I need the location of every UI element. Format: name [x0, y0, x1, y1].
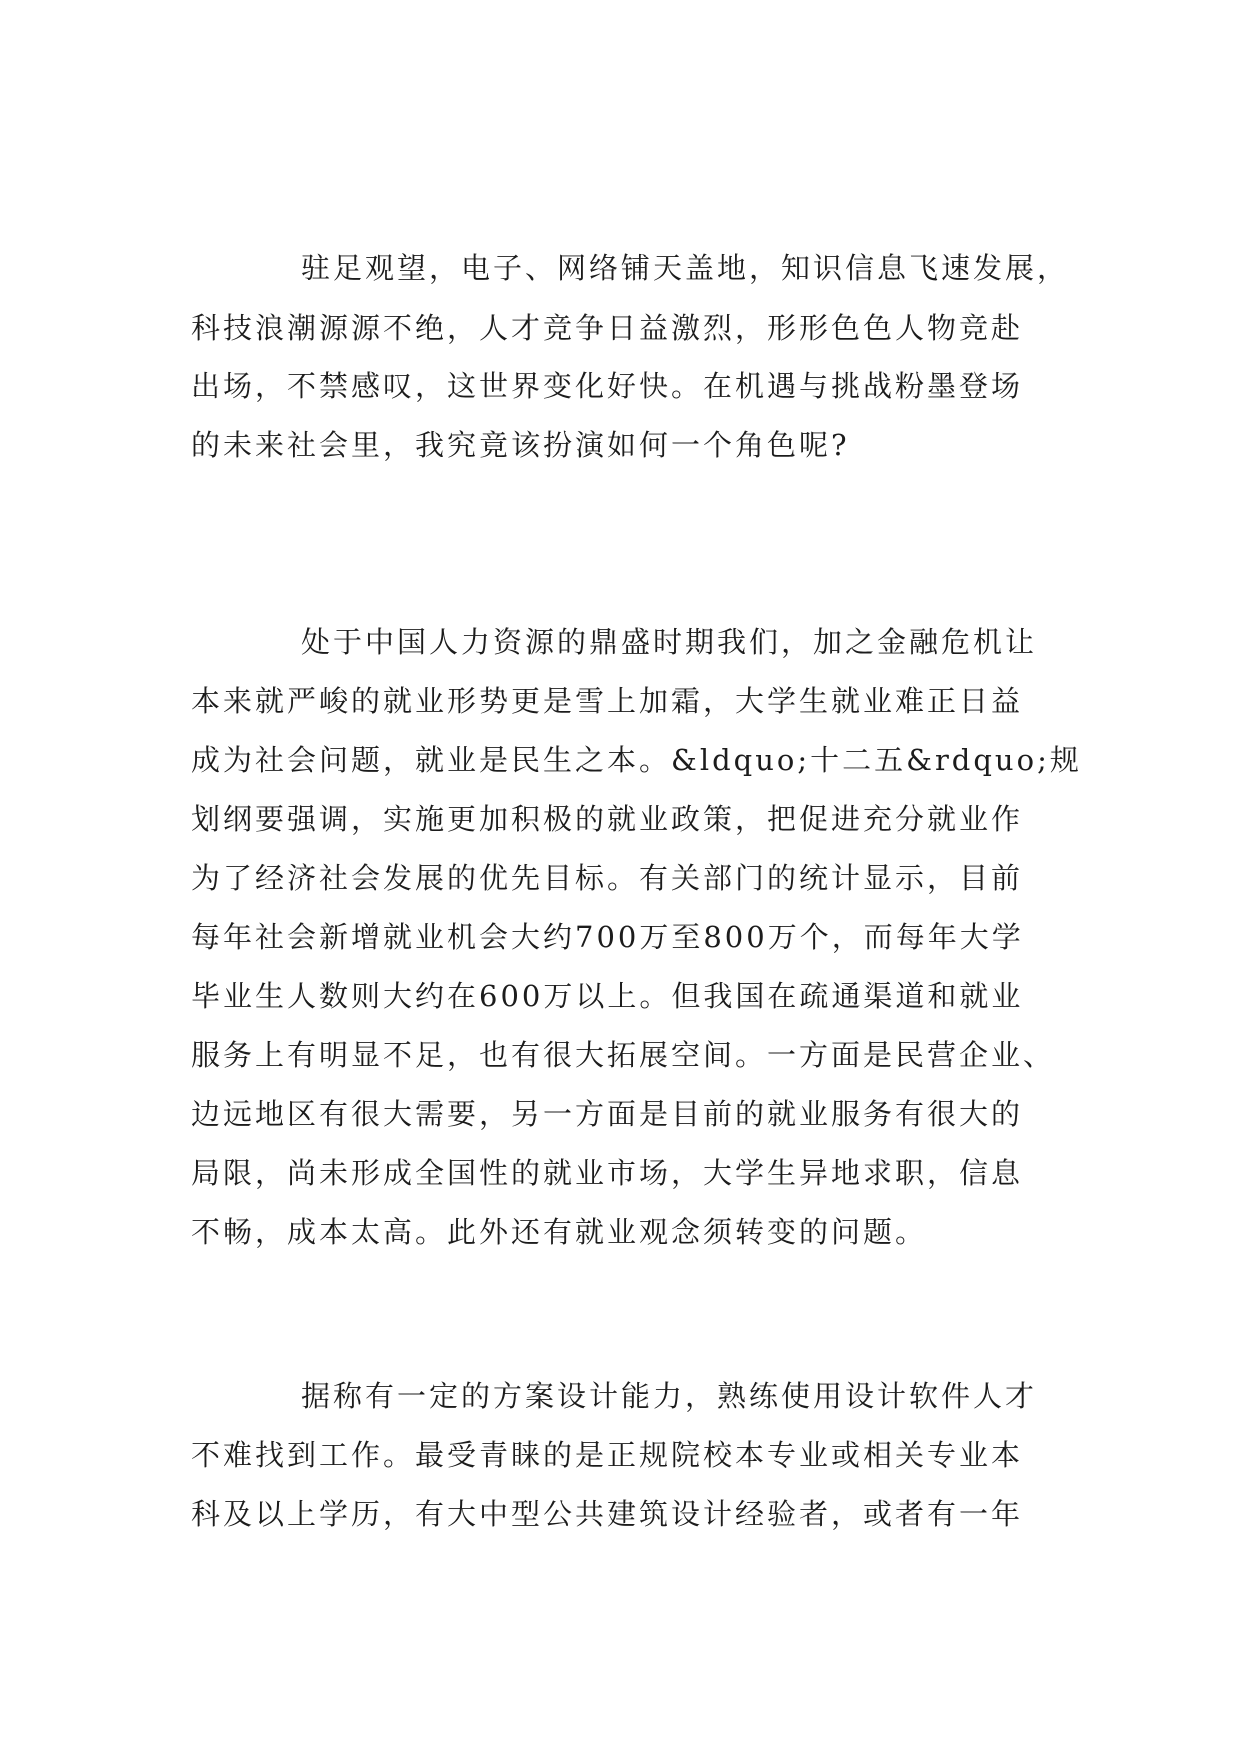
paragraph-2-line-6: 每年社会新增就业机会大约700万至800万个，而每年大学: [191, 920, 1024, 954]
paragraph-2-line-11: 不畅，成本太高。此外还有就业观念须转变的问题。: [191, 1215, 928, 1249]
paragraph-2-line-5: 为了经济社会发展的优先目标。有关部门的统计显示，目前: [191, 861, 1024, 895]
paragraph-1-line-1: 驻足观望，电子、网络铺天盖地，知识信息飞速发展，: [301, 251, 1070, 285]
paragraph-1-line-3: 出场，不禁感叹，这世界变化好快。在机遇与挑战粉墨登场: [191, 369, 1024, 403]
paragraph-2-line-8: 服务上有明显不足，也有很大拓展空间。一方面是民营企业、: [191, 1038, 1056, 1072]
paragraph-2-line-10: 局限，尚未形成全国性的就业市场，大学生异地求职，信息: [191, 1156, 1024, 1190]
paragraph-2-line-1: 处于中国人力资源的鼎盛时期我们，加之金融危机让: [301, 625, 1038, 659]
paragraph-3-line-3: 科及以上学历，有大中型公共建筑设计经验者，或者有一年: [191, 1497, 1024, 1531]
paragraph-2-line-2: 本来就严峻的就业形势更是雪上加霜，大学生就业难正日益: [191, 684, 1024, 718]
paragraph-1-line-4: 的未来社会里，我究竟该扮演如何一个角色呢?: [191, 428, 850, 462]
paragraph-2-line-7: 毕业生人数则大约在600万以上。但我国在疏通渠道和就业: [191, 979, 1024, 1013]
paragraph-2-line-3: 成为社会问题，就业是民生之本。&ldquo;十二五&rdquo;规: [191, 743, 1082, 777]
paragraph-2-line-4: 划纲要强调，实施更加积极的就业政策，把促进充分就业作: [191, 802, 1024, 836]
paragraph-2-line-9: 边远地区有很大需要，另一方面是目前的就业服务有很大的: [191, 1097, 1024, 1131]
paragraph-3-line-2: 不难找到工作。最受青睐的是正规院校本专业或相关专业本: [191, 1438, 1024, 1472]
paragraph-3-line-1: 据称有一定的方案设计能力，熟练使用设计软件人才: [301, 1379, 1038, 1413]
paragraph-1-line-2: 科技浪潮源源不绝，人才竞争日益激烈，形形色色人物竞赴: [191, 311, 1024, 345]
